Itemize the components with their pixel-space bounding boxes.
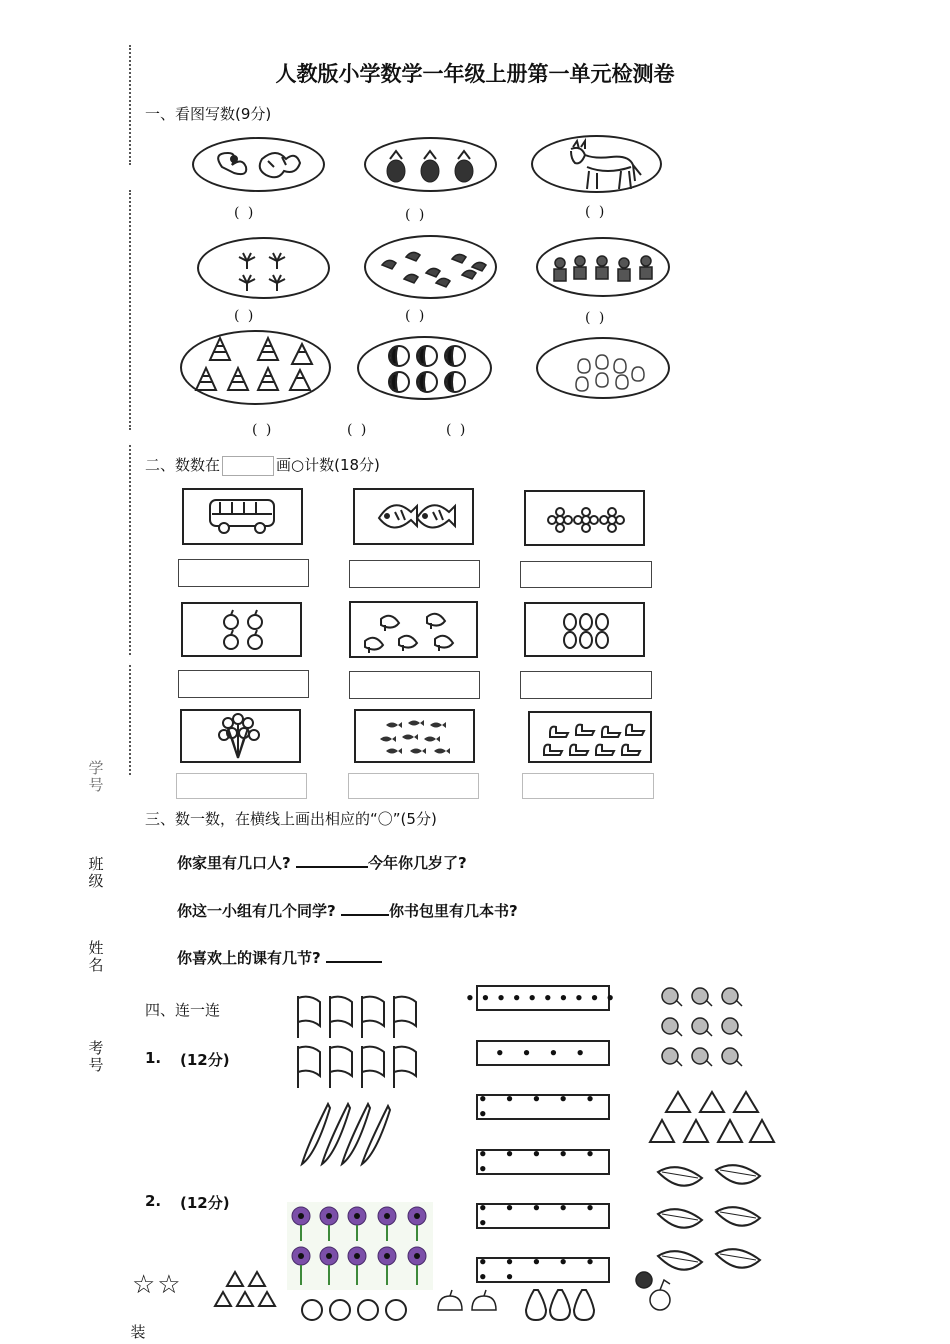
item-1-number: 1. xyxy=(145,1049,162,1067)
section2-heading-pre: 二、数数在 xyxy=(145,456,221,474)
purple-flower-picture xyxy=(287,1202,433,1290)
picture-fish xyxy=(353,488,474,545)
balloon-picture xyxy=(182,711,303,765)
item-2-number: 2. xyxy=(145,1192,162,1210)
dot-box[interactable] xyxy=(476,1090,610,1123)
dot-count: •••••••••• xyxy=(465,988,621,1007)
answer-paren[interactable]: ( ) xyxy=(347,422,369,438)
binding-dotted-line xyxy=(129,665,131,775)
answer-box[interactable] xyxy=(520,561,652,588)
dot-count: • • • • • • • xyxy=(478,1253,601,1286)
answer-box[interactable] xyxy=(348,773,479,799)
answer-paren[interactable]: ( ) xyxy=(234,205,256,221)
answer-box[interactable] xyxy=(176,773,307,799)
answer-paren[interactable]: ( ) xyxy=(234,308,256,324)
small-fish-picture xyxy=(356,711,477,765)
item-1-score: (12分) xyxy=(180,1051,230,1069)
dot-box[interactable] xyxy=(476,1145,610,1178)
dot-box[interactable] xyxy=(476,1199,610,1232)
answer-box[interactable] xyxy=(520,671,652,699)
oval-bells xyxy=(180,330,331,405)
answer-line[interactable] xyxy=(296,854,368,868)
picture-eggs xyxy=(524,602,645,657)
pineapple-picture xyxy=(366,139,499,194)
peach-picture xyxy=(430,1286,506,1320)
butterfly-picture xyxy=(194,139,327,194)
binding-dotted-line xyxy=(129,190,131,430)
picture-ducks xyxy=(528,711,652,763)
dot-count: • • • • xyxy=(494,1043,592,1062)
dot-box[interactable] xyxy=(476,1040,610,1066)
section4-heading: 四、连一连 xyxy=(145,1001,221,1019)
answer-line[interactable] xyxy=(341,902,389,916)
children-picture xyxy=(538,239,672,299)
binding-dotted-line xyxy=(129,445,131,655)
flower-picture xyxy=(526,492,647,548)
margin-label-name: 姓名 xyxy=(88,939,104,974)
oval-birds xyxy=(364,235,497,299)
question-row-2 xyxy=(177,900,518,921)
section2-heading xyxy=(145,454,380,476)
pear-picture xyxy=(538,339,672,401)
margin-label-exam-no: 考号 xyxy=(88,1039,104,1074)
answer-box[interactable] xyxy=(522,773,654,799)
dot-box[interactable] xyxy=(465,985,621,1011)
oval-butterflies xyxy=(192,137,325,192)
answer-paren[interactable]: ( ) xyxy=(405,207,427,223)
answer-paren[interactable]: ( ) xyxy=(252,422,274,438)
dot-count: • • • • • • xyxy=(478,1199,601,1232)
donkey-picture xyxy=(533,137,664,195)
question-book-count: 你书包里有几本书? xyxy=(388,902,518,920)
margin-label-xuehao: 学号 xyxy=(88,760,104,794)
pear-row-picture xyxy=(522,1284,594,1324)
ball-picture xyxy=(359,338,494,402)
heading-blank-box xyxy=(222,456,274,476)
dot-count: • • • • • • xyxy=(478,1090,601,1123)
page-title: 人教版小学数学一年级上册第一单元检测卷 xyxy=(275,62,675,86)
item-2-score: (12分) xyxy=(180,1194,230,1212)
picture-flowers xyxy=(524,490,645,546)
oval-balls xyxy=(357,336,492,400)
answer-paren[interactable]: ( ) xyxy=(446,422,468,438)
question-row-3 xyxy=(177,947,382,968)
oval-donkey xyxy=(531,135,662,193)
tulip-picture xyxy=(199,239,332,301)
small-triangle-picture xyxy=(211,1270,281,1310)
banana-picture xyxy=(298,1102,400,1168)
section2-heading-post: 画○计数(18分) xyxy=(276,456,380,474)
egg-picture xyxy=(526,604,647,659)
question-family-size: 你家里有几口人? xyxy=(177,854,291,872)
answer-box[interactable] xyxy=(349,671,480,699)
oval-pineapples xyxy=(364,137,497,192)
question-group-size: 你这一小组有几个同学? xyxy=(177,902,336,920)
picture-bus xyxy=(182,488,303,545)
margin-label-binding: 装 xyxy=(130,1323,146,1341)
section1-heading: 一、看图写数(9分) xyxy=(145,105,272,123)
bus-picture xyxy=(184,490,305,547)
oval-tulips xyxy=(197,237,330,299)
duck-picture xyxy=(530,713,654,765)
section3-heading: 三、数一数，在横线上画出相应的“〇”(5分) xyxy=(145,810,437,828)
question-favorite-classes: 你喜欢上的课有几节? xyxy=(177,949,321,967)
answer-box[interactable] xyxy=(178,670,309,698)
answer-box[interactable] xyxy=(178,559,309,587)
radish-picture xyxy=(630,1262,684,1322)
answer-paren[interactable]: ( ) xyxy=(405,308,427,324)
dot-box[interactable] xyxy=(476,1253,610,1286)
chicken-picture xyxy=(351,603,480,660)
margin-label-class: 班级 xyxy=(88,855,104,890)
triangle-picture xyxy=(648,1090,776,1146)
question-age: 今年你几岁了? xyxy=(367,854,467,872)
answer-box[interactable] xyxy=(349,560,480,588)
picture-small-fish xyxy=(354,709,475,763)
answer-paren[interactable]: ( ) xyxy=(585,310,607,326)
bell-picture xyxy=(182,332,333,407)
bird-picture xyxy=(366,237,499,301)
picture-apples xyxy=(181,602,302,657)
clover-picture xyxy=(656,984,756,1074)
dot-count: • • • • • • xyxy=(478,1145,601,1178)
picture-balloons xyxy=(180,709,301,763)
answer-line[interactable] xyxy=(326,949,382,963)
fish-picture xyxy=(355,490,476,547)
star-icons: ☆☆ xyxy=(132,1270,183,1300)
answer-paren[interactable]: ( ) xyxy=(585,204,607,220)
question-row-1 xyxy=(177,852,467,873)
apple-picture xyxy=(183,604,304,659)
flag-picture xyxy=(292,992,424,1092)
apple-row-picture xyxy=(298,1294,410,1324)
oval-pears xyxy=(536,337,670,399)
oval-children xyxy=(536,237,670,297)
picture-chickens xyxy=(349,601,478,658)
